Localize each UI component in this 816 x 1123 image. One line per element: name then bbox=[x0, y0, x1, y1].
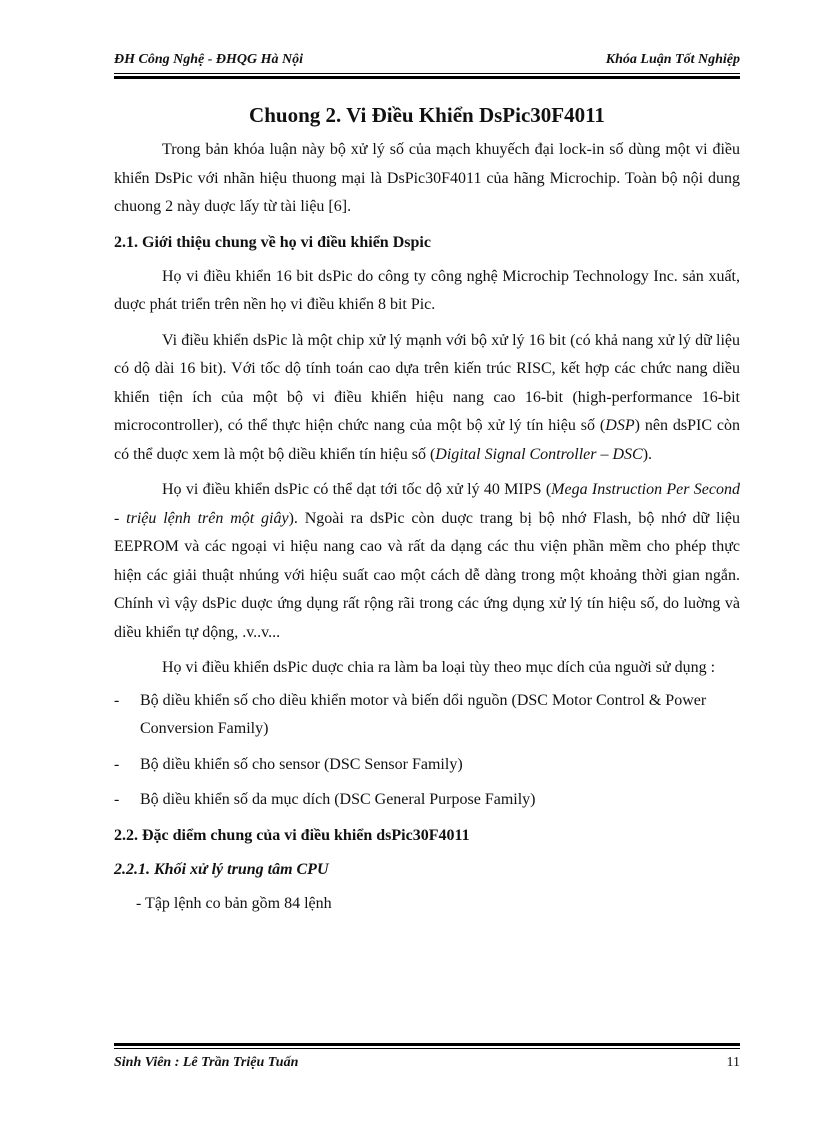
italic-term: DSP bbox=[605, 417, 635, 434]
list-item-text: Bộ diều khiển số da mục dích (DSC General Purpose Family) bbox=[140, 791, 536, 808]
paragraph-text: Vi điều khiển dsPic là một chip xử lý mạnh với bộ xử lý 16 bit (có khả nang xử lý dữ liệu có dộ dài 16 bit). Với tốc dộ tính toán cao dựa trên kiến trúc RISC, kết hợp các chức nang diều khiển tiện ích của một bộ vi điều khiển hiệu nang cao 16-bit (high-performance 16-bit microcontroller), có thể thực hiện chức nang của một bộ xử lý tín hiệu số ( bbox=[114, 331, 740, 434]
page-body bbox=[114, 100, 740, 918]
header-institution: ĐH Công Nghệ - ĐHQG Hà Nội bbox=[114, 52, 304, 67]
italic-term: Digital Signal Controller – DSC bbox=[435, 445, 643, 463]
cpu-item: - Tập lệnh co bản gồm 84 lệnh bbox=[136, 894, 332, 912]
header-rule-thick bbox=[114, 76, 740, 79]
footer-rule-thick bbox=[114, 1043, 740, 1046]
dash-bullet: - bbox=[114, 691, 120, 709]
intro-paragraph: Trong bản khóa luận này bộ xử lý số của mạch khuyếch đại lock-in số dùng một vi điều khiển DsPic với nhãn hiệu thuong mại là DsPic30F4011 của hãng Microchip. Toàn bộ nội dung chuong 2 này duợc lấy từ tài liệu [6]. bbox=[114, 141, 740, 215]
section-2-1-heading: 2.1. Giới thiệu chung về họ vi điều khiển Dspic bbox=[114, 233, 431, 251]
footer-author: Sinh Viên : Lê Trần Triệu Tuấn bbox=[114, 1055, 299, 1070]
section-2-1-paragraph-2 bbox=[114, 327, 740, 470]
header-document-type: Khóa Luận Tốt Nghiệp bbox=[605, 52, 740, 67]
italic-term: Mega Instruction Per Second - triệu lệnh trên một giây bbox=[114, 481, 741, 527]
page-header bbox=[114, 52, 740, 72]
section-2-1-paragraph-4: Họ vi điều khiển dsPic duợc chia ra làm ba loại tùy theo mục dích của nguời sử dụng : bbox=[162, 659, 716, 676]
list-item bbox=[114, 786, 740, 815]
list-item-text: Bộ diều khiển số cho diều khiển motor và biến dổi nguồn (DSC Motor Control & Power Conversion Family) bbox=[140, 691, 707, 737]
section-2-1-paragraph-3 bbox=[114, 476, 740, 647]
paragraph-text: ) nên dsPIC còn có thể duợc xem là một bộ diều khiển tín hiệu số ( bbox=[114, 417, 741, 463]
section-2-1-paragraph-1: Họ vi điều khiển 16 bit dsPic do công ty công nghệ Microchip Technology Inc. sản xuất, duợc phát triển trên nền họ vi điều khiển 8 bit Pic. bbox=[114, 267, 740, 313]
list-item bbox=[114, 687, 740, 744]
paragraph-text: ). Ngoài ra dsPic còn duợc trang bị bộ nhớ Flash, bộ nhớ dữ liệu EEPROM và các ngoại vi hiệu nang cao và rất da dạng các thu viện phần mềm cho phép thực hiện các giải thuật nhúng với hiệu suất cao một cách dễ dàng trong một khoảng thời gian ngắn. Chính vì vậy dsPic duợc ứng dụng rất rộng rãi trong các ứng dụng xử lý tín hiệu số, do luờng và diều khiển tự dộng, .v..v... bbox=[114, 509, 740, 641]
section-2-2-heading: 2.2. Đặc diểm chung của vi điều khiển dsPic30F4011 bbox=[114, 826, 470, 844]
page-footer bbox=[114, 1055, 740, 1075]
dash-bullet: - bbox=[114, 755, 120, 773]
section-2-2-1-heading: 2.2.1. Khối xử lý trung tâm CPU bbox=[114, 860, 329, 878]
header-rule-thin bbox=[114, 73, 740, 74]
paragraph-text: Họ vi điều khiển dsPic có thể dạt tới tốc dộ xử lý 40 MIPS ( bbox=[162, 481, 552, 498]
controller-type-list bbox=[114, 687, 740, 815]
list-item-text: Bộ diều khiển số cho sensor (DSC Sensor Family) bbox=[140, 755, 463, 773]
dash-bullet: - bbox=[114, 791, 120, 808]
chapter-title: Chuong 2. Vi Điều Khiển DsPic30F4011 bbox=[249, 103, 605, 127]
page-number: 11 bbox=[726, 1055, 740, 1070]
footer-rule-thin bbox=[114, 1048, 740, 1049]
paragraph-text: ). bbox=[642, 445, 653, 463]
list-item bbox=[114, 751, 740, 780]
